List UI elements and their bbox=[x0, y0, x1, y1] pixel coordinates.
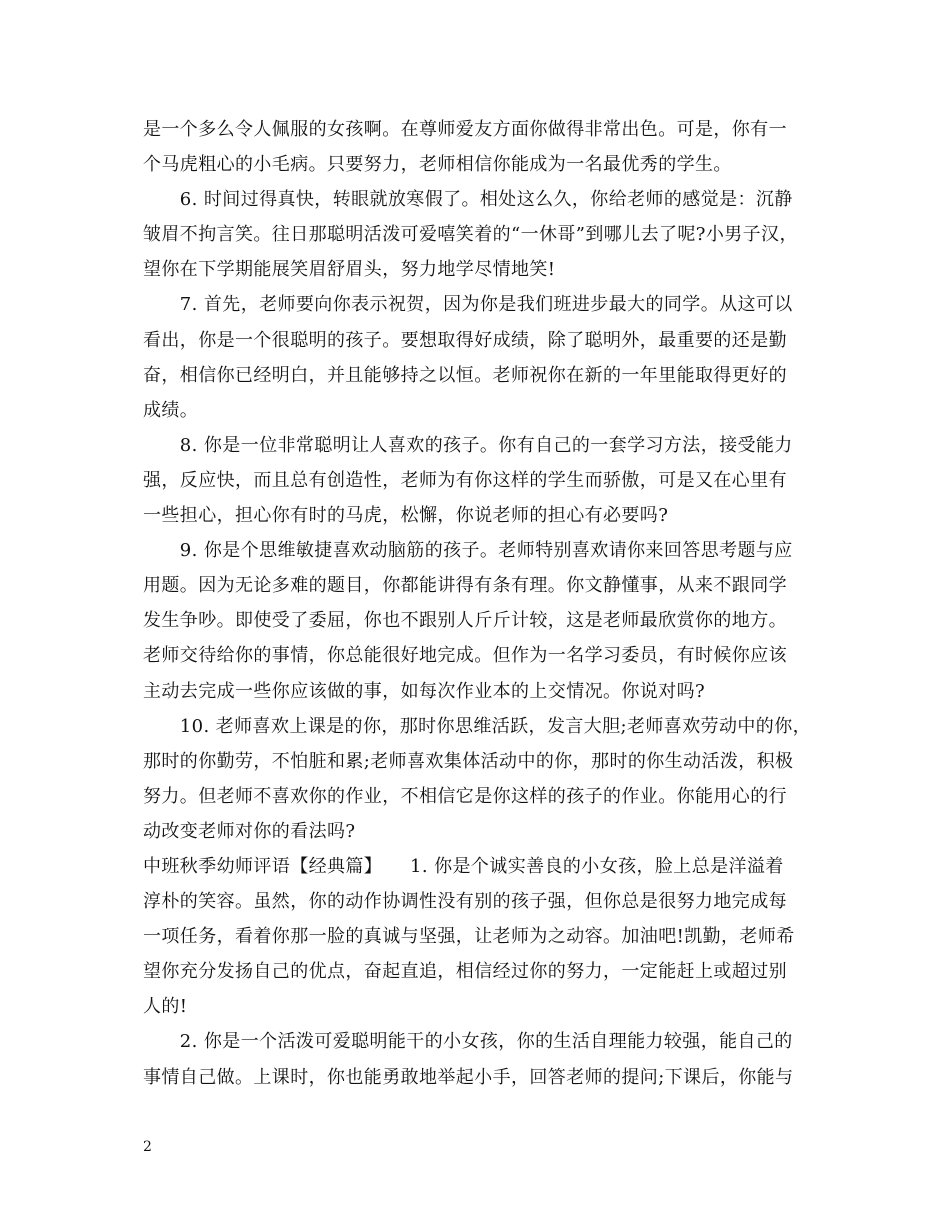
text-line: 一项任务，看着你那一脸的真诚与坚强，让老师为之动容。加油吧!凯勤，老师希 bbox=[143, 926, 795, 948]
text-line: 动改变老师对你的看法吗? bbox=[143, 820, 356, 842]
text-line: 看出，你是一个很聪明的孩子。要想取得好成绩，除了聪明外，最重要的还是勤 bbox=[143, 329, 787, 351]
text-line: 8. 你是一位非常聪明让人喜欢的孩子。你有自己的一套学习方法，接受能力 bbox=[143, 434, 793, 456]
text-line: 是一个多么令人佩服的女孩啊。在尊师爱友方面你做得非常出色。可是，你有一 bbox=[143, 119, 787, 140]
text-line: 皱眉不拘言笑。往日那聪明活泼可爱嘻笑着的“一休哥”到哪儿去了呢?小男子汉， bbox=[143, 224, 798, 246]
text-line: 淳朴的笑容。虽然，你的动作协调性没有别的孩子强，但你总是很努力地完成每 bbox=[143, 891, 787, 913]
text-line: 人的! bbox=[143, 996, 188, 1018]
text-line: 用题。因为无论多难的题目，你都能讲得有条有理。你文静懂事，从来不跟同学 bbox=[143, 575, 787, 597]
text-line: 10. 老师喜欢上课是的你，那时你思维活跃，发言大胆;老师喜欢劳动中的你， bbox=[143, 715, 812, 737]
text-line: 老师交待给你的事情，你总能很好地完成。但作为一名学习委员，有时候你应该 bbox=[143, 645, 787, 667]
text-line: 一些担心，担心你有时的马虎，松懈，你说老师的担心有必要吗? bbox=[143, 505, 669, 527]
text-line: 那时的你勤劳，不怕脏和累;老师喜欢集体活动中的你，那时的你生动活泼，积极 bbox=[143, 750, 794, 772]
page-number: 2 bbox=[143, 1139, 152, 1155]
text-line: 中班秋季幼师评语【经典篇】 1. 你是个诚实善良的小女孩，脸上总是洋溢着 bbox=[143, 855, 784, 877]
text-line: 9. 你是个思维敏捷喜欢动脑筋的孩子。老师特别喜欢请你来回答思考题与应 bbox=[143, 540, 793, 562]
text-line: 望你在下学期能展笑眉舒眉头，努力地学尽情地笑! bbox=[143, 259, 556, 281]
text-line: 2. 你是一个活泼可爱聪明能干的小女孩，你的生活自理能力较强，能自己的 bbox=[143, 1031, 793, 1053]
text-line: 事情自己做。上课时，你也能勇敢地举起小手，回答老师的提问;下课后，你能与 bbox=[143, 1066, 794, 1088]
text-line: 个马虎粗心的小毛病。只要努力，老师相信你能成为一名最优秀的学生。 bbox=[143, 154, 732, 176]
document-body bbox=[143, 112, 813, 1095]
text-line: 成绩。 bbox=[143, 399, 199, 421]
text-line: 主动去完成一些你应该做的事，如每次作业本的上交情况。你说对吗? bbox=[143, 680, 706, 702]
text-line: 发生争吵。即使受了委屈，你也不跟别人斤斤计较，这是老师最欣赏你的地方。 bbox=[143, 610, 787, 632]
text-line: 强，反应快，而且总有创造性，老师为有你这样的学生而骄傲，可是又在心里有 bbox=[143, 469, 787, 491]
text-line: 努力。但老师不喜欢你的作业，不相信它是你这样的孩子的作业。你能用心的行 bbox=[143, 785, 787, 807]
text-line: 6. 时间过得真快，转眼就放寒假了。相处这么久，你给老师的感觉是：沉静 bbox=[143, 189, 793, 211]
text-line: 望你充分发扬自己的优点，奋起直追，相信经过你的努力，一定能赶上或超过别 bbox=[143, 961, 787, 983]
text-line: 奋，相信你已经明白，并且能够持之以恒。老师祝你在新的一年里能取得更好的 bbox=[143, 364, 787, 386]
text-line: 7. 首先，老师要向你表示祝贺，因为你是我们班进步最大的同学。从这可以 bbox=[143, 294, 793, 316]
